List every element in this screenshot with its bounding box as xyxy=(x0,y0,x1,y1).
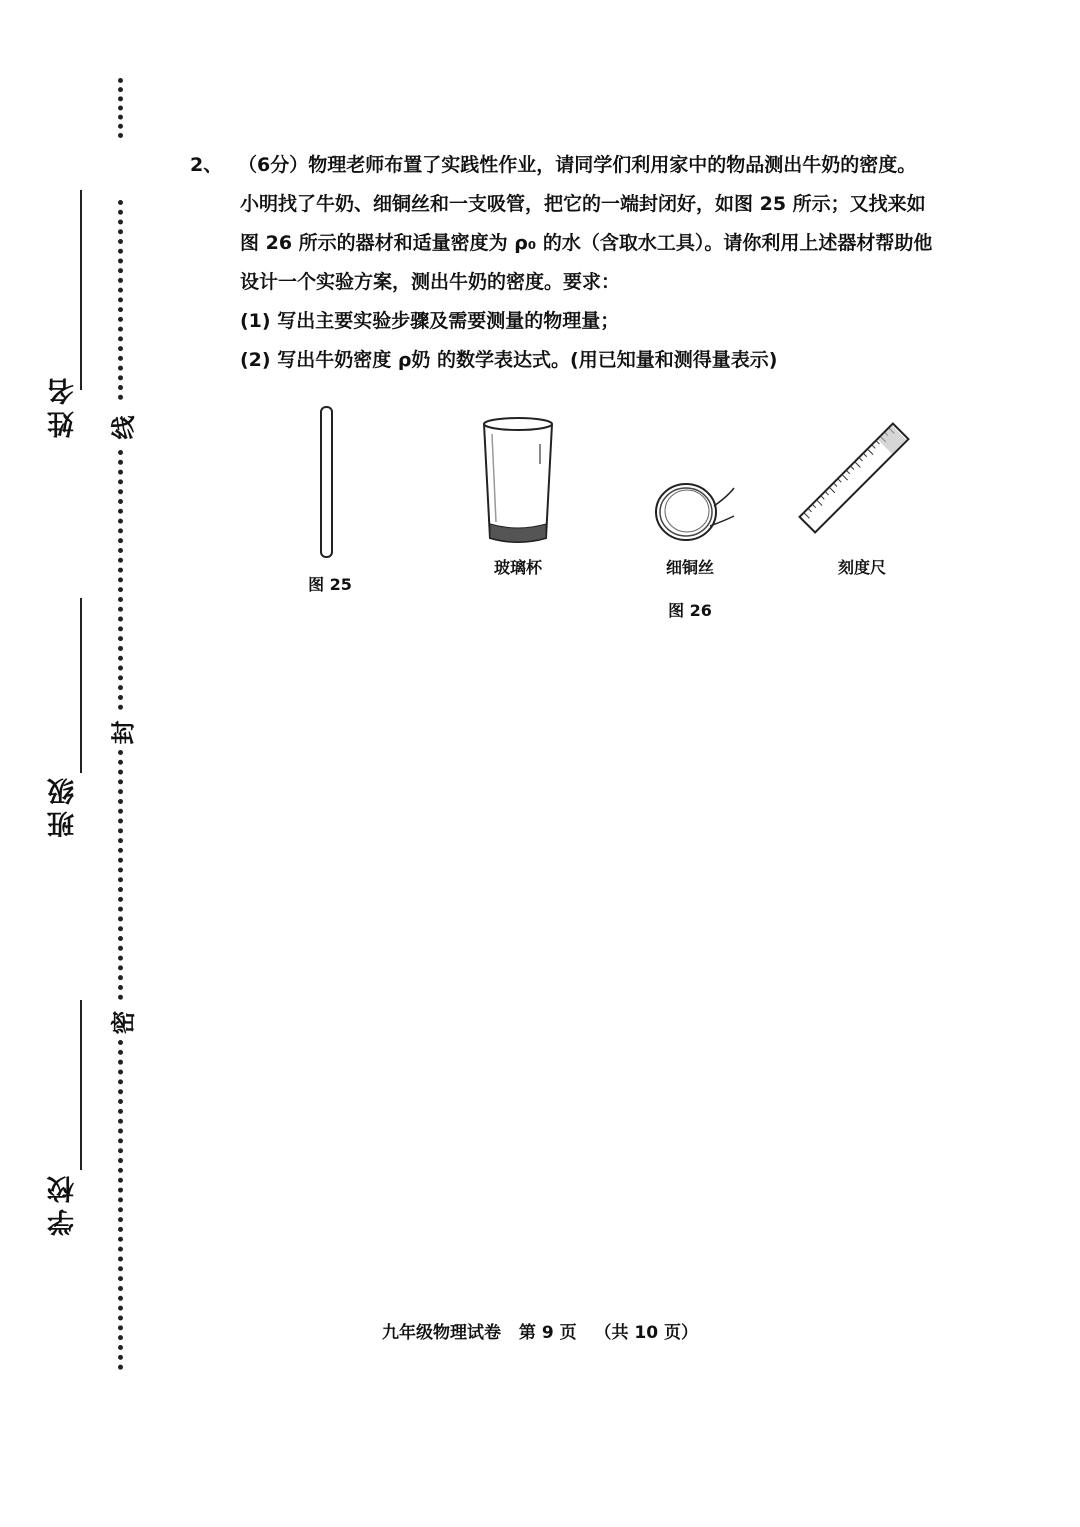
requirement-2: (2) 写出牛奶密度 ρ奶 的数学表达式。(用已知量和测得量表示) xyxy=(240,349,778,371)
question-line-1 xyxy=(190,146,980,185)
fig25-caption: 图 25 xyxy=(308,575,352,594)
page-footer xyxy=(0,1318,1080,1343)
fig26-caption: 图 26 xyxy=(668,601,712,620)
seal-dotted-line xyxy=(118,450,123,710)
footer-page-number: 第 9 页 xyxy=(518,1323,577,1343)
name-label: 姓名 xyxy=(48,372,79,438)
straw-figure xyxy=(312,404,342,560)
question-line-4: 设计一个实验方案，测出牛奶的密度。要求： xyxy=(240,271,621,293)
seal-mark-line: 线 xyxy=(104,413,139,443)
footer-subject: 九年级物理试卷 xyxy=(381,1323,501,1343)
class-label: 班级 xyxy=(48,772,79,838)
school-underline xyxy=(80,1000,82,1170)
question-line-3: 图 26 所示的器材和适量密度为 ρ₀ 的水（含取水工具）。请你利用上述器材帮助他 xyxy=(240,232,933,254)
ruler-label: 刻度尺 xyxy=(837,558,886,577)
school-label: 学校 xyxy=(48,1170,79,1236)
footer-total-pages: （共 10 页） xyxy=(594,1323,698,1343)
glass-label: 玻璃杯 xyxy=(493,558,542,577)
seal-dotted-line xyxy=(118,200,123,400)
class-underline xyxy=(80,598,82,773)
question-block xyxy=(190,146,980,380)
question-line-2: 小明找了牛奶、细铜丝和一支吸管，把它的一端封闭好，如图 25 所示；又找来如 xyxy=(240,193,926,215)
copper-wire-label: 细铜丝 xyxy=(665,558,714,577)
glass-figure xyxy=(478,414,558,546)
seal-mark-seal: 封 xyxy=(104,718,139,748)
copper-wire-figure xyxy=(648,476,738,546)
question-number: 2、 xyxy=(190,154,223,176)
requirement-1: (1) 写出主要实验步骤及需要测量的物理量； xyxy=(240,310,620,332)
seal-dotted-line xyxy=(118,78,123,138)
name-underline xyxy=(80,190,82,390)
ruler-figure xyxy=(796,420,912,536)
question-text: （6分）物理老师布置了实践性作业，请同学们利用家中的物品测出牛奶的密度。 xyxy=(238,154,917,176)
seal-mark-secret: 密 xyxy=(104,1008,139,1038)
seal-dotted-line xyxy=(118,750,123,1000)
